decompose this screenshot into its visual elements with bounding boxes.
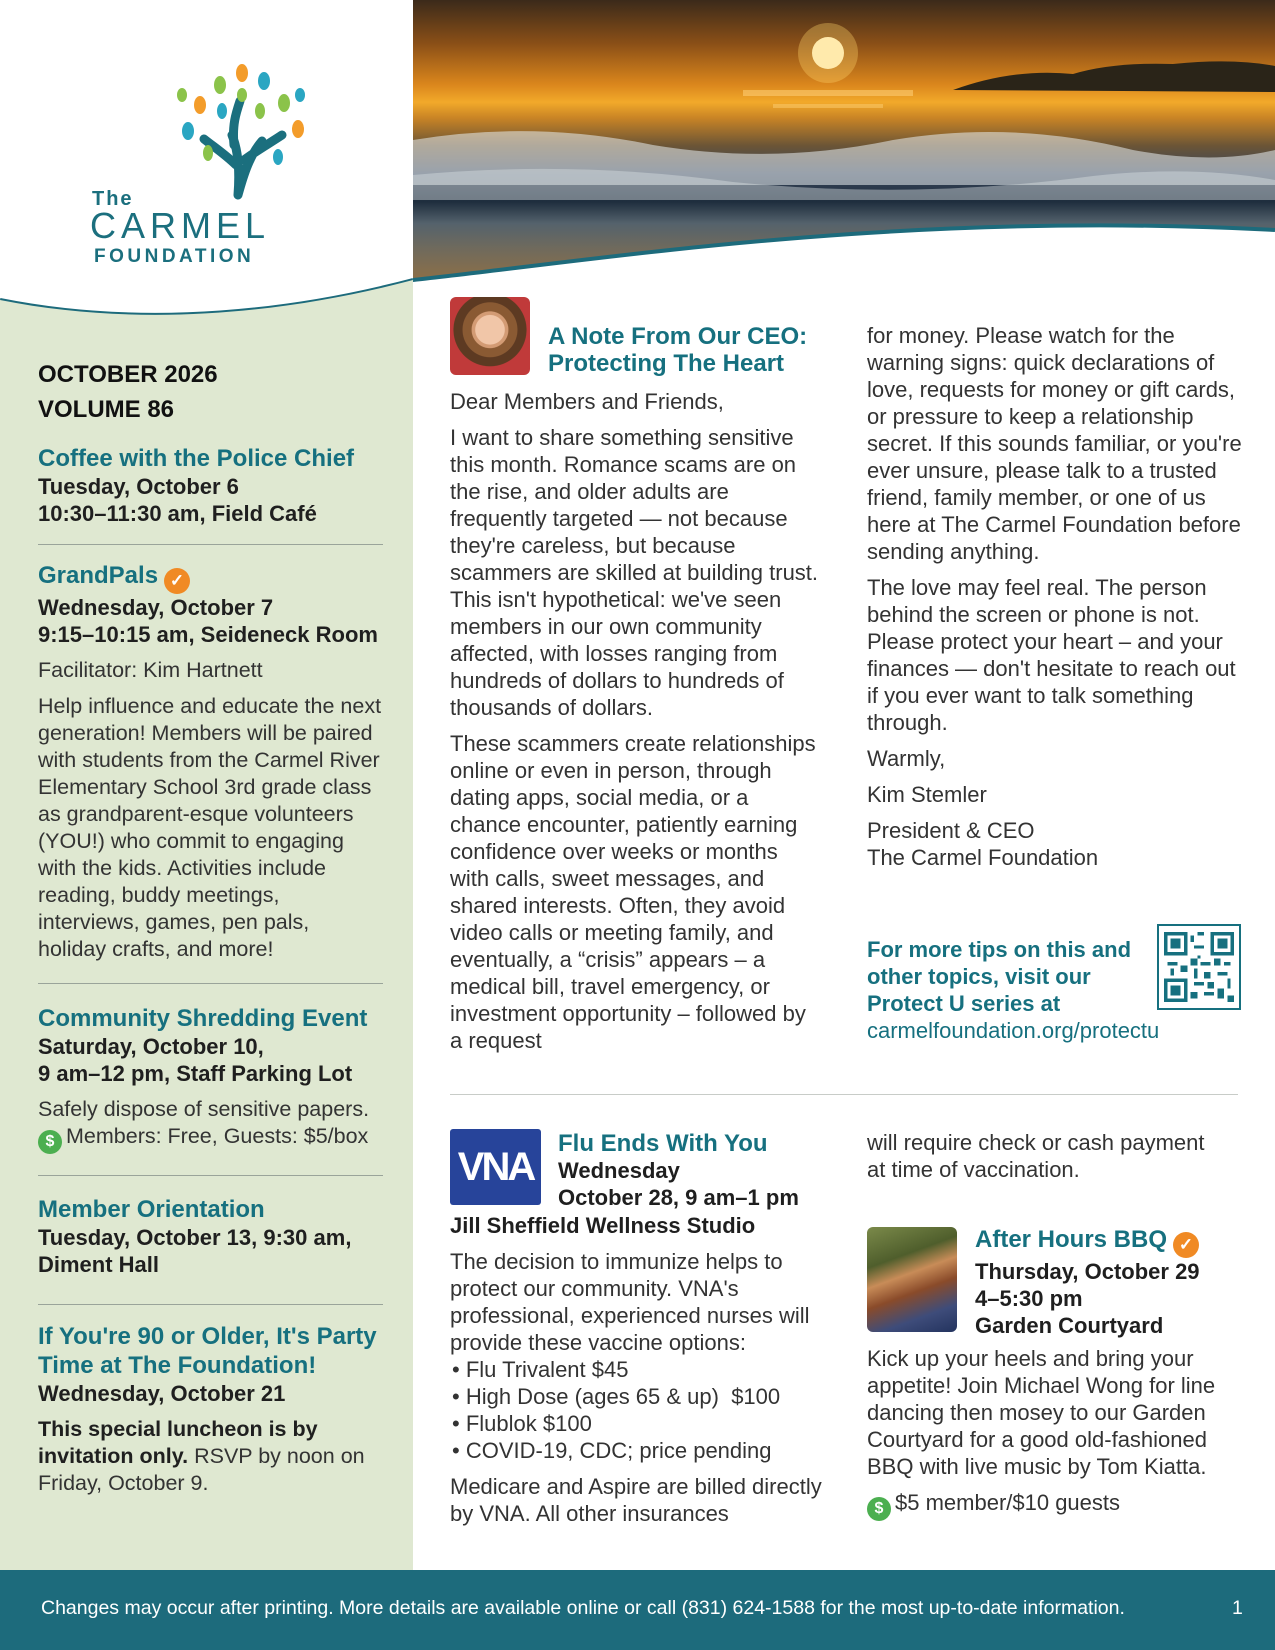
dollar-icon: $ [867, 1497, 891, 1521]
event-grandpals [38, 561, 383, 963]
vaccine-option: • COVID-19, CDC; price pending [450, 1437, 830, 1464]
event-title: GrandPals [38, 562, 159, 589]
vna-logo: VNA [450, 1129, 541, 1205]
event-shredding [38, 1004, 383, 1154]
ceo-paragraph: These scammers create relationships online or even in person, through dating apps, social media, or a chance encounter, patiently earning confidence over weeks or months with calls, sweet messages, and shared interests. Often, they avoid video calls or meeting family, and eventually, a “crisis” appears – a medical bill, travel emergency, or investment opportunity – followed by a request [450, 731, 816, 1053]
event-description: Help influence and educate the next generation! Members will be paired with students from the Carmel River Elementary School 3rd grade class as grandparent-esque volunteers (YOU!) who commit to engaging with the kids. Activities include reading, buddy meetings, interviews, games, pen pals, holiday crafts, and more! [38, 694, 382, 961]
tips-line: other topics, visit our [867, 964, 1091, 989]
event-date: Saturday, October 10, [38, 1034, 264, 1059]
event-date: Wednesday, October 21 [38, 1381, 286, 1406]
ceo-note-column-2 [867, 322, 1242, 871]
vaccine-option: • High Dose (ages 65 & up) $100 [450, 1383, 830, 1410]
bbq-price-text: $5 member/$10 guests [895, 1490, 1121, 1515]
flu-place: Jill Sheffield Wellness Studio [450, 1213, 756, 1238]
ceo-note-title [548, 323, 807, 377]
page-number: 1 [1232, 1597, 1243, 1619]
vaccine-option: • Flu Trivalent $45 [450, 1356, 830, 1383]
ceo-name: Kim Stemler [867, 782, 987, 807]
check-icon: ✓ [1173, 1232, 1199, 1258]
event-description: Safely dispose of sensitive papers. [38, 1097, 370, 1121]
bbq-body [867, 1345, 1239, 1521]
event-date: Tuesday, October 13, 9:30 am, [38, 1225, 352, 1250]
flu-date-line1: Wednesday [558, 1158, 680, 1183]
logo-carmel: CARMEL [90, 205, 271, 246]
issue-volume: VOLUME 86 [38, 396, 175, 423]
bbq-musician-photo [867, 1227, 957, 1332]
check-icon: ✓ [164, 568, 190, 594]
divider [38, 983, 383, 984]
bbq-header [975, 1226, 1200, 1339]
bbq-price [867, 1489, 1239, 1521]
divider [38, 1304, 383, 1305]
event-party [38, 1322, 383, 1497]
event-orientation [38, 1195, 383, 1278]
ceo-closing: Warmly, [867, 746, 946, 771]
bbq-title-row [975, 1226, 1200, 1258]
tips-line: For more tips on this and [867, 937, 1132, 962]
logo [80, 55, 320, 275]
tips-line: Protect U series at [867, 991, 1061, 1016]
event-coffee [38, 444, 383, 527]
flu-title: Flu Ends With You [558, 1130, 768, 1157]
event-time: 9:15–10:15 am, Seideneck Room [38, 622, 378, 647]
flu-body [450, 1248, 830, 1527]
ceo-note-column-1 [450, 388, 822, 1063]
ceo-paragraph: I want to share something sensitive this month. Romance scams are on the rise, and older adults are frequently targeted — not because they're careless, but because scammers are skilled at building trust. This isn't hypothetical: we've seen members in our own community affected, with losses ranging from hundreds of dollars to hundreds of thousands of dollars. [450, 425, 819, 720]
bbq-place: Garden Courtyard [975, 1313, 1164, 1338]
divider [38, 544, 383, 545]
event-price [38, 1123, 383, 1154]
event-place: Diment Hall [38, 1252, 160, 1277]
event-title: Member Orientation [38, 1196, 265, 1223]
flu-date-line2: October 28, 9 am–1 pm [558, 1185, 799, 1210]
event-description [38, 1416, 383, 1497]
event-price-text: Members: Free, Guests: $5/box [66, 1124, 369, 1148]
event-date: Wednesday, October 7 [38, 595, 274, 620]
event-title-line2: Time at The Foundation! [38, 1352, 317, 1379]
bbq-title: After Hours BBQ [975, 1226, 1168, 1253]
bbq-description: Kick up your heels and bring your appetite! Join Michael Wong for line dancing then mosey to our Garden Courtyard for a good old-fashioned BBQ with live music by Tom Kiatta. [867, 1346, 1216, 1479]
ceo-org: The Carmel Foundation [867, 845, 1099, 870]
protect-u-tips [867, 936, 1160, 1044]
event-time: 9 am–12 pm, Staff Parking Lot [38, 1061, 353, 1086]
vaccine-list [450, 1356, 830, 1464]
tree-icon [160, 55, 320, 205]
event-date: Tuesday, October 6 [38, 474, 239, 499]
event-title-line1: If You're 90 or Older, It's Party [38, 1323, 377, 1350]
event-description-rest: RSVP by noon on Friday, October 9. [38, 1444, 365, 1495]
footer [0, 1570, 1275, 1650]
flu-description: The decision to immunize helps to protect our community. VNA's professional, experienced nurses will provide these vaccine options: [450, 1249, 810, 1355]
issue-header [38, 357, 218, 427]
ceo-role: President & CEO [867, 818, 1035, 843]
section-divider [450, 1094, 1238, 1095]
ceo-greeting: Dear Members and Friends, [450, 389, 724, 414]
vaccine-option: • Flublok $100 [450, 1410, 830, 1437]
bbq-date: Thursday, October 29 [975, 1259, 1200, 1284]
event-title-row [38, 561, 383, 594]
issue-month: OCTOBER 2026 [38, 361, 218, 388]
qr-code[interactable] [1157, 924, 1241, 1010]
flu-billing-continued: will require check or cash payment at time of vaccination. [867, 1130, 1205, 1182]
ceo-title-line2: Protecting The Heart [548, 350, 785, 377]
ceo-paragraph: for money. Please watch for the warning signs: quick declarations of love, requests for money or gift cards, or pressure to keep a relationship secret. If this sounds familiar, or you're ever unsure, please talk to a trusted friend, family member, or one of us here at The Carmel Foundation before sending anything. [867, 323, 1242, 564]
event-description-bold: This special luncheon is by invitation only. [38, 1417, 318, 1468]
event-facilitator: Facilitator: Kim Hartnett [38, 658, 263, 682]
dollar-icon: $ [38, 1130, 62, 1154]
ceo-paragraph: The love may feel real. The person behind the screen or phone is not. Please protect your heart – and your finances — don't hesitate to reach out if you ever want to talk something through. [867, 575, 1236, 735]
event-time: 10:30–11:30 am, Field Café [38, 501, 317, 526]
footer-notice: Changes may occur after printing. More details are available online or call (831) 624-1588 for the most up-to-date information. [41, 1597, 1125, 1619]
divider [38, 1175, 383, 1176]
event-title: Community Shredding Event [38, 1005, 368, 1032]
ceo-photo [450, 297, 530, 375]
flu-header [558, 1130, 799, 1211]
logo-the: The [92, 188, 134, 210]
protect-u-link[interactable]: carmelfoundation.org/protectu [867, 1018, 1160, 1043]
bbq-time: 4–5:30 pm [975, 1286, 1083, 1311]
ceo-title-line1: A Note From Our CEO: [548, 323, 808, 350]
flu-billing: Medicare and Aspire are billed directly by VNA. All other insurances [450, 1474, 822, 1526]
event-title: Coffee with the Police Chief [38, 445, 355, 472]
logo-foundation: FOUNDATION [94, 246, 255, 267]
